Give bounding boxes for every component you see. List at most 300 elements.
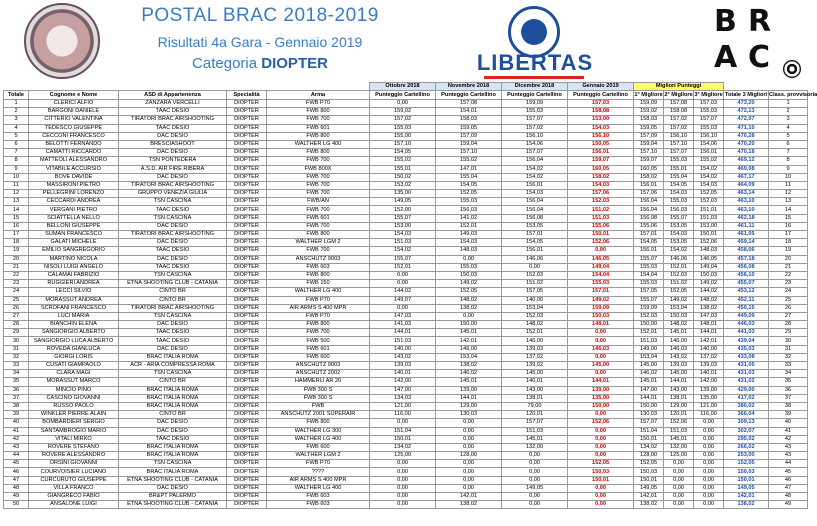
col-specialty-cell: DIOPTER <box>227 329 267 337</box>
col-name-cell: VITALI MIRKO <box>29 435 119 443</box>
col-dec-cell: 156,01 <box>502 247 568 255</box>
col-best3-cell: 121,00 <box>694 402 724 410</box>
col-nov-cell: 138,02 <box>436 304 502 312</box>
col-best2-cell: 120,01 <box>664 411 694 419</box>
col-jan-cell: 153,00 <box>568 116 634 124</box>
col-ranking-cell: 4 <box>769 124 808 132</box>
col-top3-total-cell: 472,07 <box>724 116 769 124</box>
col-club-cell: CINTO BR <box>119 296 227 304</box>
col-name-cell: MORASSUT MARCO <box>29 378 119 386</box>
col-nov-cell: 144,01 <box>436 394 502 402</box>
col-best2-cell: 146,06 <box>664 255 694 263</box>
table-row <box>4 460 808 468</box>
table-row <box>4 468 808 476</box>
col-weapon-cell: WALTHER LG 400 <box>267 484 370 492</box>
col-oct-cell: 157,02 <box>370 116 436 124</box>
col-best2-cell: 144,01 <box>664 378 694 386</box>
col-nov-cell: 139,00 <box>436 386 502 394</box>
col-best3-cell: 0,00 <box>694 452 724 460</box>
col-best1-cell: 157,06 <box>634 190 664 198</box>
col-jan-cell: 151,02 <box>568 206 634 214</box>
col-nov-cell: 159,04 <box>436 140 502 148</box>
col-ranking-cell: 1 <box>769 100 808 108</box>
col-dec-cell: 154,03 <box>502 190 568 198</box>
table-row <box>4 100 808 108</box>
col-best1-cell: 157,07 <box>634 419 664 427</box>
col-nov-cell: 156,03 <box>436 206 502 214</box>
col-weapon-cell: FWB 700 <box>267 157 370 165</box>
col-top3-total-cell: 433,08 <box>724 353 769 361</box>
col-total-cell: 46 <box>4 468 29 476</box>
col-dec-cell: 79,00 <box>502 402 568 410</box>
col-specialty-cell: DIOPTER <box>227 419 267 427</box>
col-total-cell: 2 <box>4 108 29 116</box>
col-nov-cell: 0,00 <box>436 419 502 427</box>
col-club-cell: TSN CASCINA <box>119 312 227 320</box>
col-name-cell: CLARA MAGI <box>29 370 119 378</box>
col-nov-cell: 150,03 <box>436 271 502 279</box>
col-dec-cell: 0,00 <box>502 476 568 484</box>
col-ranking-cell: 11 <box>769 181 808 189</box>
col-ranking-cell: 15 <box>769 214 808 222</box>
col-club-cell: DAC DESIO <box>119 427 227 435</box>
col-dec-cell: 156,04 <box>502 157 568 165</box>
col-best1-cell: 147,00 <box>634 386 664 394</box>
month-header-jan: Gennaio 2019 <box>568 83 634 91</box>
col-weapon-cell: FWB 600 <box>267 353 370 361</box>
col-club-cell: CINTO BR <box>119 411 227 419</box>
col-total-cell: 34 <box>4 370 29 378</box>
col-total-header: Totale <box>4 91 29 100</box>
col-weapon-cell: ANSCHUTZ 2002 <box>267 370 370 378</box>
col-best2-cell: 125,00 <box>664 452 694 460</box>
col-specialty-cell: DIOPTER <box>227 476 267 484</box>
table-row <box>4 255 808 263</box>
col-club-cell: TAAC DESIO <box>119 124 227 132</box>
col-dec-cell: 152,03 <box>502 271 568 279</box>
col-club-cell: TSN CASCINA <box>119 214 227 222</box>
col-oct-cell: 0,00 <box>370 484 436 492</box>
month-header-nov: Novembre 2018 <box>436 83 502 91</box>
table-row <box>4 239 808 247</box>
col-oct-cell: 134,03 <box>370 394 436 402</box>
col-oct-cell: 0,00 <box>370 304 436 312</box>
col-best3-cell: 0,00 <box>694 435 724 443</box>
col-total-cell: 49 <box>4 493 29 501</box>
col-specialty-cell: DIOPTER <box>227 427 267 435</box>
col-ranking-cell: 43 <box>769 452 808 460</box>
col-best3-cell: 0,00 <box>694 484 724 492</box>
col-ranking-cell: 2 <box>769 108 808 116</box>
col-best2-cell: 155,01 <box>664 165 694 173</box>
col-weapon-cell: FWB 700 <box>267 181 370 189</box>
col-ranking-cell: 40 <box>769 419 808 427</box>
col-specialty-cell: DIOPTER <box>227 157 267 165</box>
col-specialty-cell: DIOPTER <box>227 181 267 189</box>
col-ranking-cell: 49 <box>769 501 808 509</box>
col-club-cell: BRAC ITALIA ROMA <box>119 402 227 410</box>
col-best2-cell: 138,01 <box>664 394 694 402</box>
col-weapon-cell: FWB P70 <box>267 312 370 320</box>
col-total-cell: 37 <box>4 394 29 402</box>
col-nov-cell: 152,01 <box>436 222 502 230</box>
col-total-cell: 3 <box>4 116 29 124</box>
col-top3-total-cell: 431,03 <box>724 370 769 378</box>
col-nov-cell: 158,03 <box>436 116 502 124</box>
col-name-cell: MORASSUT ANDREA <box>29 296 119 304</box>
col-dec-cell: 0,00 <box>502 263 568 271</box>
col-best2-cell: 149,02 <box>664 296 694 304</box>
col-best1-cell: 156,08 <box>634 214 664 222</box>
col-best2-cell: 155,03 <box>664 157 694 165</box>
col-ranking-cell: 29 <box>769 329 808 337</box>
col-club-header: ASD di Appartenenza <box>119 91 227 100</box>
col-oct-cell: 147,00 <box>370 386 436 394</box>
col-dec-cell: 0,00 <box>502 460 568 468</box>
col-total-cell: 6 <box>4 140 29 148</box>
col-dec-cell: 145,01 <box>502 435 568 443</box>
col-name-cell: CECCARDI ANDREA <box>29 198 119 206</box>
col-club-cell: BRAC ITALIA ROMA <box>119 468 227 476</box>
col-top3-total-cell: 446,03 <box>724 321 769 329</box>
col-oct-cell: 155,01 <box>370 165 436 173</box>
col-name-cell: RUSSO PAOLO <box>29 402 119 410</box>
col-specialty-cell: DIOPTER <box>227 468 267 476</box>
col-nov-cell: 0,00 <box>436 484 502 492</box>
col-top3-total-cell: 463,10 <box>724 198 769 206</box>
col-specialty-cell: DIOPTER <box>227 443 267 451</box>
col-specialty-cell: DIOPTER <box>227 378 267 386</box>
table-row <box>4 222 808 230</box>
col-best1-cell: 154,05 <box>634 239 664 247</box>
col-jan-cell: 150,01 <box>568 231 634 239</box>
col-name-cell: LUCI MARIA <box>29 312 119 320</box>
col-oct-cell: 152,00 <box>370 206 436 214</box>
col-nov-cell: 130,03 <box>436 411 502 419</box>
table-row <box>4 370 808 378</box>
table-row <box>4 394 808 402</box>
col-best2-cell: 151,03 <box>664 427 694 435</box>
col-weapon-cell: WALTHER LG 400 <box>267 435 370 443</box>
col-best3-cell: 144,01 <box>694 329 724 337</box>
col-best2-cell: 151,02 <box>664 280 694 288</box>
col-best1-cell: 156,04 <box>634 198 664 206</box>
col-dec-cell: 152,03 <box>502 312 568 320</box>
col-ranking-cell: 30 <box>769 337 808 345</box>
col-best2-cell: 154,03 <box>664 231 694 239</box>
col-name-cell: NISOLI LUIGI ANGELO <box>29 263 119 271</box>
col-weapon-cell: FWB <box>267 402 370 410</box>
col-best1-cell: 134,02 <box>634 443 664 451</box>
col-weapon-cell: FWB 800 <box>267 321 370 329</box>
col-dec-cell: 138,01 <box>502 394 568 402</box>
col-name-cell: RUGGIERI ANDREA <box>29 280 119 288</box>
col-best1-cell: 158,03 <box>634 116 664 124</box>
col-total-cell: 50 <box>4 501 29 509</box>
col-club-cell: TAAC DESIO <box>119 337 227 345</box>
col-specialty-cell: DIOPTER <box>227 296 267 304</box>
column-header-row <box>4 91 808 100</box>
col-club-cell: TAAC DESIO <box>119 263 227 271</box>
col-nov-cell: 138,02 <box>436 501 502 509</box>
col-best3-cell: 137,02 <box>694 353 724 361</box>
col-name-cell: TEDESCO GIUSEPPE <box>29 124 119 132</box>
col-top3-total-cell: 138,02 <box>724 501 769 509</box>
col-top3-total-cell: 464,09 <box>724 181 769 189</box>
col-best2-cell: 132,00 <box>664 443 694 451</box>
col-total-cell: 25 <box>4 296 29 304</box>
col-nov-cell: 142,01 <box>436 337 502 345</box>
col-club-cell: TSN PONTEDERA <box>119 157 227 165</box>
col-name-cell: GIORGI LORIS <box>29 353 119 361</box>
col-best2-cell: 155,07 <box>664 214 694 222</box>
col-nov-cell: 145,01 <box>436 329 502 337</box>
col-best2-cell: 154,03 <box>664 190 694 198</box>
table-row <box>4 337 808 345</box>
col-best1-cell: 150,01 <box>634 476 664 484</box>
col-nov-cell: 149,00 <box>436 345 502 353</box>
col-dec-cell: 149,05 <box>502 484 568 492</box>
col-name-cell: WINKLER PIERRE ALAIN <box>29 411 119 419</box>
table-row <box>4 312 808 320</box>
col-oct-cell: 155,02 <box>370 157 436 165</box>
col-weapon-cell: FWB 500 <box>267 337 370 345</box>
col-top3-total-cell: 431,02 <box>724 378 769 386</box>
col-club-cell: TAAC DESIO <box>119 206 227 214</box>
col-weapon-cell: FWB 800 <box>267 419 370 427</box>
col-best3-cell: 150,01 <box>694 231 724 239</box>
col-club-cell: DAC DESIO <box>119 255 227 263</box>
col-club-cell: DAC DESIO <box>119 419 227 427</box>
col-dec-cell: 132,00 <box>502 443 568 451</box>
col-total-cell: 12 <box>4 190 29 198</box>
col-weapon-cell: WALTHER LG 400 <box>267 288 370 296</box>
table-row <box>4 435 808 443</box>
col-specialty-cell: DIOPTER <box>227 345 267 353</box>
category-name: DIOPTER <box>261 55 328 72</box>
col-name-cell: GALATI MICHELE <box>29 239 119 247</box>
col-weapon-cell: FWB 603 <box>267 501 370 509</box>
col-name-cell: SANGIORGIO ALBERTO <box>29 329 119 337</box>
table-row <box>4 149 808 157</box>
col-best3-cell: 0,00 <box>694 476 724 484</box>
col-oct-cell: 149,05 <box>370 198 436 206</box>
col-best3-cell: 140,00 <box>694 345 724 353</box>
col-top3-total-cell: 366,04 <box>724 411 769 419</box>
col-best1-cell: 150,00 <box>634 402 664 410</box>
col-nov-cell: 154,01 <box>436 108 502 116</box>
col-best2-cell: 154,05 <box>664 181 694 189</box>
page-header <box>0 0 810 88</box>
col-best1-cell: 150,03 <box>634 468 664 476</box>
col-name-cell: ANSALONE LUIGI <box>29 501 119 509</box>
col-club-cell: TAAC DESIO <box>119 247 227 255</box>
col-jan-cell: 0,00 <box>568 435 634 443</box>
col-name-cell: ROVEDA GIANLUCA <box>29 345 119 353</box>
col-best1-cell: 156,01 <box>634 181 664 189</box>
col-oct-cell: 140,01 <box>370 370 436 378</box>
col-ranking-cell: 41 <box>769 427 808 435</box>
col-oct-cell: 155,07 <box>370 255 436 263</box>
col-nov-cell: 0,00 <box>436 468 502 476</box>
col-oct-cell: 151,04 <box>370 427 436 435</box>
col-weapon-cell: WALTHER LGM 2 <box>267 452 370 460</box>
col-dec-cell: 154,02 <box>502 173 568 181</box>
col-ranking-cell: 21 <box>769 263 808 271</box>
col-top3-total-cell: 458,06 <box>724 247 769 255</box>
col-best3-cell: 140,01 <box>694 370 724 378</box>
col-nov-cell: 148,03 <box>436 247 502 255</box>
col-oct-cell: 0,00 <box>370 476 436 484</box>
col-specialty-cell: DIOPTER <box>227 411 267 419</box>
col-jan-cell: 157,06 <box>568 190 634 198</box>
col-jan-cell: 0,00 <box>568 452 634 460</box>
col-jan-cell: 149,02 <box>568 296 634 304</box>
col-best1-cell: 155,03 <box>634 280 664 288</box>
col-dec-cell: 156,04 <box>502 206 568 214</box>
club-seal-logo <box>24 3 100 79</box>
col-weapon-cell: FWB 601 <box>267 214 370 222</box>
col-best3-cell: 155,02 <box>694 157 724 165</box>
col-best3-cell: 139,03 <box>694 362 724 370</box>
col-jan-cell: 149,04 <box>568 263 634 271</box>
col-top3-total-cell: 429,00 <box>724 386 769 394</box>
col-total-cell: 21 <box>4 263 29 271</box>
col-weapon-cell: ANSCHUTZ 2001 SUPERAIR <box>267 411 370 419</box>
col-oct-cell: 157,10 <box>370 140 436 148</box>
col-total-cell: 24 <box>4 288 29 296</box>
col-best2-cell: 143,00 <box>664 386 694 394</box>
col-club-cell: BRESCIASHOOT <box>119 140 227 148</box>
col-ranking-cell: 42 <box>769 435 808 443</box>
col-club-cell: TIRATORI BRAC AIRSHOOTING <box>119 231 227 239</box>
col-oct-cell: 154,02 <box>370 247 436 255</box>
col-best2-cell: 145,01 <box>664 329 694 337</box>
col-nov-cell: 145,01 <box>436 378 502 386</box>
col-nov-cell: 155,03 <box>436 198 502 206</box>
col-total-cell: 35 <box>4 378 29 386</box>
col-best2-cell: 153,05 <box>664 222 694 230</box>
col-jan-cell: 150,03 <box>568 468 634 476</box>
col-best1-cell: 151,03 <box>634 337 664 345</box>
table-row <box>4 173 808 181</box>
col-top3-total-cell: 435,03 <box>724 345 769 353</box>
col-best2-cell: 158,08 <box>664 108 694 116</box>
col-name-cell: ROVERE ALESSANDRO <box>29 452 119 460</box>
col-best3-cell: 116,00 <box>694 411 724 419</box>
col-dec-cell: 157,02 <box>502 124 568 132</box>
col-best1-cell: 153,04 <box>634 353 664 361</box>
col-ranking-cell: 24 <box>769 288 808 296</box>
col-oct-cell: 0,00 <box>370 271 436 279</box>
col-best2-cell: 145,00 <box>664 370 694 378</box>
col-best3-cell: 148,03 <box>694 247 724 255</box>
col-best1-cell: 157,05 <box>634 288 664 296</box>
category-prefix: Categoria <box>192 55 258 72</box>
col-total-cell: 31 <box>4 345 29 353</box>
col-oct-cell: 150,02 <box>370 173 436 181</box>
col-jan-cell: 0,00 <box>568 443 634 451</box>
col-oct-cell: 153,02 <box>370 181 436 189</box>
col-dec-cell: 139,03 <box>502 345 568 353</box>
col-top3-total-cell: 450,15 <box>724 304 769 312</box>
col-ranking-cell: 26 <box>769 304 808 312</box>
col-nov-cell: 152,05 <box>436 288 502 296</box>
col-specialty-cell: DIOPTER <box>227 247 267 255</box>
table-row <box>4 345 808 353</box>
col-jan-cell: 157,03 <box>568 100 634 108</box>
col-best1-cell: 152,03 <box>634 312 664 320</box>
col-best3-cell: 142,01 <box>694 337 724 345</box>
col-top3-total-header: Totale 3 Migliori <box>724 91 768 98</box>
col-name-cell: SCROFANI FRANCESCO <box>29 304 119 312</box>
col-best2-cell: 0,00 <box>664 493 694 501</box>
col-oct-cell: 139,03 <box>370 362 436 370</box>
table-row <box>4 484 808 492</box>
target-icon <box>783 60 801 78</box>
col-nov-cell: 138,02 <box>436 362 502 370</box>
col-name-cell: BARGONI DANIELE <box>29 108 119 116</box>
col-ranking-cell: 16 <box>769 222 808 230</box>
col-ranking-cell: 32 <box>769 353 808 361</box>
col-nov-cell: 154,03 <box>436 239 502 247</box>
col-nov-cell: 142,01 <box>436 493 502 501</box>
col-best1-cell: 156,01 <box>634 247 664 255</box>
col-specialty-cell: DIOPTER <box>227 337 267 345</box>
col-dec-cell: 155,03 <box>502 108 568 116</box>
col-specialty-cell: DIOPTER <box>227 452 267 460</box>
col-oct-cell: 155,03 <box>370 124 436 132</box>
col-oct-cell: 154,03 <box>370 231 436 239</box>
col-jan-cell: 152,06 <box>568 419 634 427</box>
col-best1-cell: 128,00 <box>634 452 664 460</box>
col-name-cell: SCIATTELLA NELLO <box>29 214 119 222</box>
col-jan-cell: 154,03 <box>568 124 634 132</box>
col-top3-total-cell: 461,05 <box>724 231 769 239</box>
col-oct-cell: 151,03 <box>370 239 436 247</box>
col-dec-cell: 148,02 <box>502 321 568 329</box>
col-top3-total-cell: 150,01 <box>724 476 769 484</box>
col-oct-cell: 147,03 <box>370 312 436 320</box>
col-nov-cell: 149,03 <box>436 231 502 239</box>
col-ranking-cell: 14 <box>769 206 808 214</box>
col-dec-cell: 156,10 <box>502 132 568 140</box>
col-club-cell: DAC DESIO <box>119 173 227 181</box>
col-top3-total-cell: 253,00 <box>724 452 769 460</box>
col-jan-cell: 159,09 <box>568 304 634 312</box>
col-specialty-cell: DIOPTER <box>227 353 267 361</box>
col-specialty-cell: DIOPTER <box>227 386 267 394</box>
col-specialty-cell: DIOPTER <box>227 100 267 108</box>
col-top3-total-cell: 453,12 <box>724 288 769 296</box>
col-club-cell: TSN CASCINA <box>119 271 227 279</box>
col-name-cell: LECCI SILVIO <box>29 288 119 296</box>
col-dec-cell: 143,00 <box>502 386 568 394</box>
col-best3-cell: 151,03 <box>694 214 724 222</box>
col-best3-cell: 0,00 <box>694 468 724 476</box>
col-total-cell: 39 <box>4 411 29 419</box>
col-dec-cell: 159,09 <box>502 100 568 108</box>
table-row <box>4 263 808 271</box>
col-best1-cell: 159,02 <box>634 108 664 116</box>
col-jan-cell: 152,06 <box>568 239 634 247</box>
col-name-cell: BELOTTI FERNANDO <box>29 140 119 148</box>
col-jan-cell: 0,00 <box>568 427 634 435</box>
table-row <box>4 427 808 435</box>
col-weapon-cell: FWB/AN <box>267 198 370 206</box>
col-oct-cell: 154,05 <box>370 149 436 157</box>
col-best1-cell: 155,03 <box>634 263 664 271</box>
